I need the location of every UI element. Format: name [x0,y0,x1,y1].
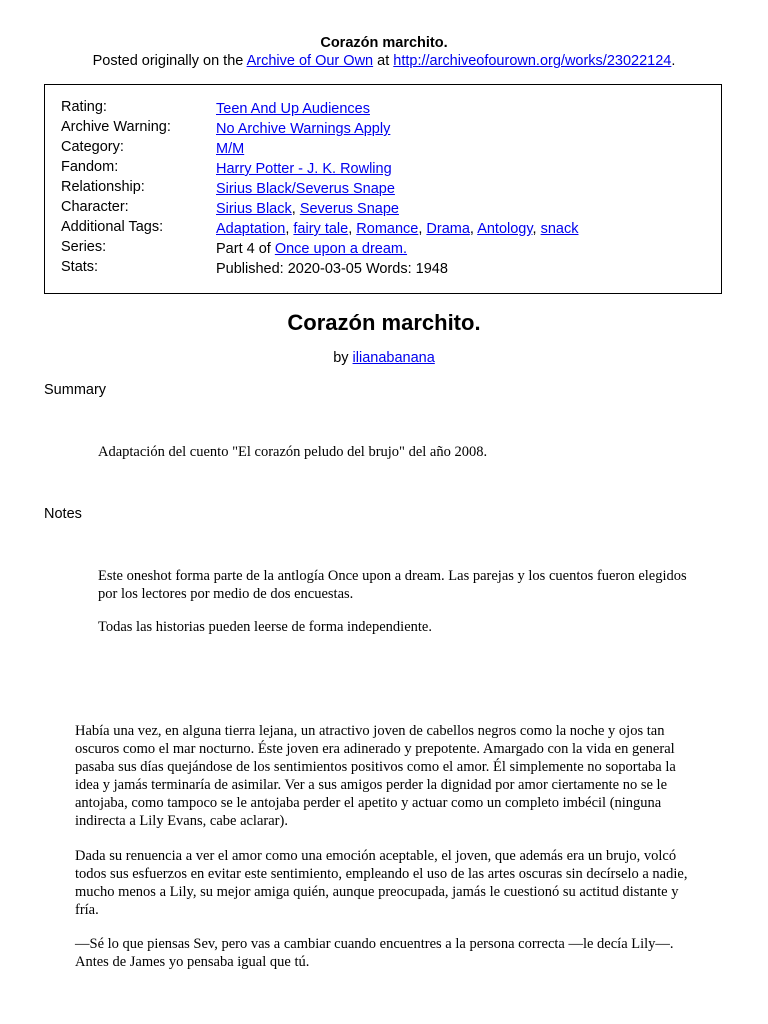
work-title: Corazón marchito. [287,310,481,335]
archive-link[interactable]: Archive of Our Own [246,53,374,69]
work-url-link[interactable]: http://archiveofourown.org/works/23022124 [393,53,672,69]
tag-link[interactable]: Adaptation [216,221,286,237]
tags-label: Additional Tags: [61,219,164,235]
character-link-sirius[interactable]: Sirius Black [216,201,292,217]
posted-line [0,52,768,70]
tag-link[interactable]: snack [540,221,579,237]
by-text: by [333,350,349,366]
stats-label: Stats: [61,259,99,275]
notes-paragraph: Todas las historias pueden leerse de forma independiente. [98,619,432,635]
author-link[interactable]: ilianabanana [352,350,435,366]
category-link[interactable]: M/M [216,141,245,157]
warning-link[interactable]: No Archive Warnings Apply [216,121,391,137]
document-header [0,34,768,70]
body-paragraph: Dada su renuencia a ver el amor como una emoción aceptable, el joven, que además era un brujo, volcó todos sus esfuerzos en evitar este sentimiento, empleando el uso de las artes oscuras sin decírselo a nadie, mucho menos a Lily, su mejor amiga quién, aunque preocupada, jamás le cuestionó su actitud distante y fría. [75,848,688,918]
fandom-row [61,158,392,178]
series-row [61,238,407,258]
rating-label: Rating: [61,99,107,115]
rating-link[interactable]: Teen And Up Audiences [216,101,370,117]
relationship-label: Relationship: [61,179,145,195]
category-row [61,138,244,158]
at-text: at [377,53,390,69]
category-label: Category: [61,139,124,155]
header-title: Corazón marchito. [320,35,448,51]
body-paragraph: —Sé lo que piensas Sev, pero vas a cambiar cuando encuentres a la persona correcta —le decía Lily—. Antes de James yo pensaba igual que tú. [75,936,674,970]
metadata-box [44,84,722,294]
fandom-label: Fandom: [61,159,119,175]
series-link[interactable]: Once upon a dream. [274,241,408,257]
relationship-row [61,178,395,198]
warning-label: Archive Warning: [61,119,171,135]
stats-value: Published: 2020-03-05 Words: 1948 [216,261,448,277]
character-row: Character: Sirius Black, Severus Snape [61,199,399,217]
series-label: Series: [61,239,107,255]
tag-link[interactable]: Antology [477,221,533,237]
stats-row [61,258,448,278]
notes-paragraph: Este oneshot forma parte de la antlogía Once upon a dream. Las parejas y los cuentos fueron elegidos por los lectores por medio de dos encuestas. [98,568,687,602]
byline [0,349,768,367]
warning-row [61,118,390,138]
character-link-severus[interactable]: Severus Snape [299,201,399,217]
tags-row: Additional Tags: Adaptation, fairy tale, Romance, Drama, Antology, snack [61,219,579,237]
relationship-link[interactable]: Sirius Black/Severus Snape [216,181,395,197]
fandom-link[interactable]: Harry Potter - J. K. Rowling [216,161,392,177]
series-prefix: Part 4 of [216,241,271,257]
tag-link[interactable]: Romance [356,221,419,237]
character-label: Character: [61,199,129,215]
rating-row [61,98,370,118]
tag-link[interactable]: fairy tale [293,221,349,237]
period: . [671,53,676,69]
posted-prefix: Posted originally on the [92,53,244,69]
summary-heading: Summary [44,382,107,398]
summary-text: Adaptación del cuento "El corazón peludo del brujo" del año 2008. [98,444,488,460]
notes-heading: Notes [44,506,82,522]
body-paragraph: Había una vez, en alguna tierra lejana, un atractivo joven de cabellos negros como la noche y ojos tan oscuros como el mar nocturno. Éste joven era adinerado y prepotente. Amargado con la vida en general pasaba sus días quejándose de los sentimientos positivos como el amor. Él simplemente no soportaba la idea y jamás terminaría de asimilar. Ver a sus amigos perder la dignidad por amor ciertamente no se le antojaba, como tampoco se le antojaba perder el apetito y actuar como un completo imbécil (ninguna indirecta a Lily Evans, cabe aclarar). [75,723,676,829]
tag-link[interactable]: Drama [426,221,470,237]
